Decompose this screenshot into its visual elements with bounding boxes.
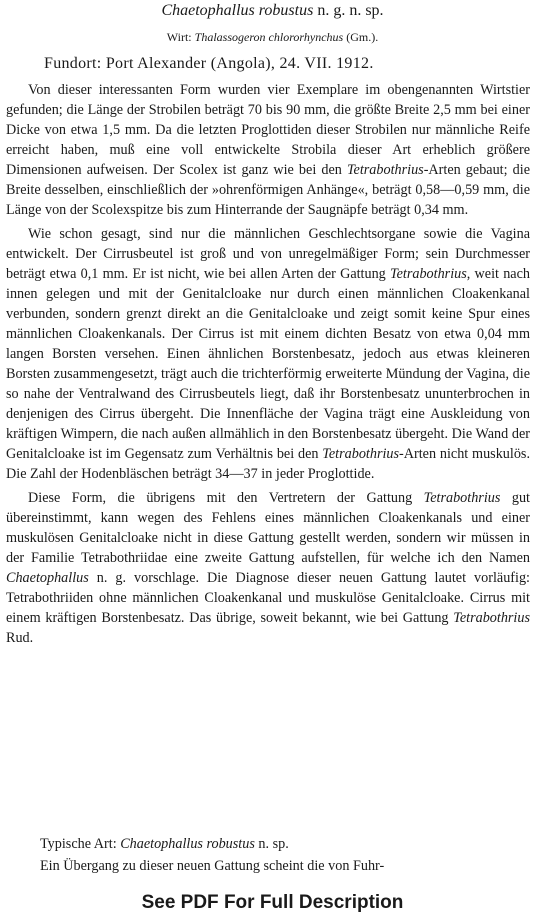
pdf-notice: See PDF For Full Description — [141, 892, 404, 913]
paragraph-1 — [6, 80, 530, 220]
host-label: Wirt: — [166, 30, 195, 44]
text-run: n. g. vorschlage. Die Diagnose dieser neuen Gattung lautet vorläufig: Tetrabothriiden ohne männlichen Cloakenkanal und muskulöse Genitalcloake. Cirrus mit einem kräftigen Borstenbesatz. Das übrige, soweit bekannt, wie bei Gattung — [6, 570, 530, 626]
text-run: -Arten nicht muskulös. Die Zahl der Hodenbläschen beträgt 34—37 in jeder Proglottide. — [6, 446, 530, 482]
description-body — [6, 80, 530, 652]
genus-italic: Chaetophallus — [6, 570, 89, 586]
locality-line: Fundort: Port Alexander (Angola), 24. VII. 1912. — [44, 55, 374, 72]
host-line — [0, 30, 545, 45]
continuation-line: Ein Übergang zu dieser neuen Gattung scheint die von Fuhr- — [40, 858, 385, 874]
genus-italic: Tetrabothrius — [423, 490, 501, 506]
text-run: -Arten gebaut; die Breite desselben, einschließlich der »ohrenförmigen Anhänge«, beträgt 0,58—0,59 mm, die Länge von der Scolexspitze bis zum Hinterrande der Saugnäpfe beträgt 0,34 mm. — [6, 162, 530, 218]
species-heading — [0, 2, 545, 20]
text-run: Diese Form, die übrigens mit den Vertretern der Gattung — [28, 490, 424, 506]
text-run: Wie schon gesagt, sind nur die männlichen Geschlechtsorgane sowie die Vagina entwickelt. Der Cirrusbeutel ist groß und von unregelmäßiger Form; sein Durchmesser beträgt etwa 0,1 mm. Er ist nicht, wie bei allen Arten der Gattung — [6, 226, 530, 282]
text-run: , weit nach innen gelegen und mit der Genitalcloake nur durch einen männlichen Cloakenkanal verbunden, sondern grenzt direkt an die Genitalcloake und zeigt somit keine Spur eines männlichen Cloakenkanals. Der Cirrus ist mit einem dichten Besatz von etwa 0,04 mm langen Borsten versehen. Einen ähnlichen Borstenbesatz, jedoch aus etwas kleineren Borsten zusammengesetzt, trägt auch die trichterförmig erweiterte Mündung der Vagina, die so nahe der Ventralwand des Cirrusbeutels liegt, daß ihr Borstenbesatz ununterbrochen in denjenigen des Cirrus übergeht. Die Innenfläche der Vagina trägt eine Auskleidung von kräftigen Wimpern, die nach außen allmählich in den Borstenbesatz übergeht. Die Wand der Genitalcloake ist im Gegensatz zum Verhältnis bei den — [6, 266, 530, 462]
species-status: n. g. n. sp. — [313, 2, 384, 19]
paragraph-2 — [6, 224, 530, 484]
text-run: Rud. — [6, 630, 34, 646]
text-run: Von dieser interessanten Form wurden vier Exemplare im obengenannten Wirtstier gefunden; die Länge der Strobilen beträgt 70 bis 90 mm, die größte Breite 2,5 mm bei einer Dicke von etwa 1,5 mm. Da die letzten Proglottiden dieser Strobilen nur männliche Reife erreicht haben, muß eine voll entwickelte Strobila dieser Art erheblich größere Dimensionen aufweisen. Der Scolex ist ganz wie bei den — [6, 82, 530, 178]
text-run: gut übereinstimmt, kann wegen des Fehlens eines männlichen Cloakenkanals und einer muskulösen Genitalcloake nicht in diese Gattung gestellt werden, sondern wir müssen in der Familie Tetrabothriidae eine zweite Gattung aufstellen, für welche ich den Namen — [6, 490, 530, 566]
genus-italic: Tetrabothrius — [453, 610, 530, 626]
host-authority: (Gm.). — [343, 30, 379, 44]
genus-italic: Tetrabothrius — [390, 266, 467, 282]
genus-italic: Tetrabothrius — [346, 162, 424, 178]
host-name: Thalassogeron chlororhynchus — [194, 30, 344, 44]
paragraph-3 — [6, 488, 530, 648]
type-label: Typische Art: — [40, 836, 121, 852]
type-species-name: Chaetophallus robustus — [120, 836, 255, 852]
species-name: Chaetophallus robustus — [161, 2, 314, 19]
type-suffix: n. sp. — [254, 836, 289, 852]
type-species-line — [40, 836, 289, 853]
genus-italic: Tetrabothrius — [322, 446, 400, 462]
